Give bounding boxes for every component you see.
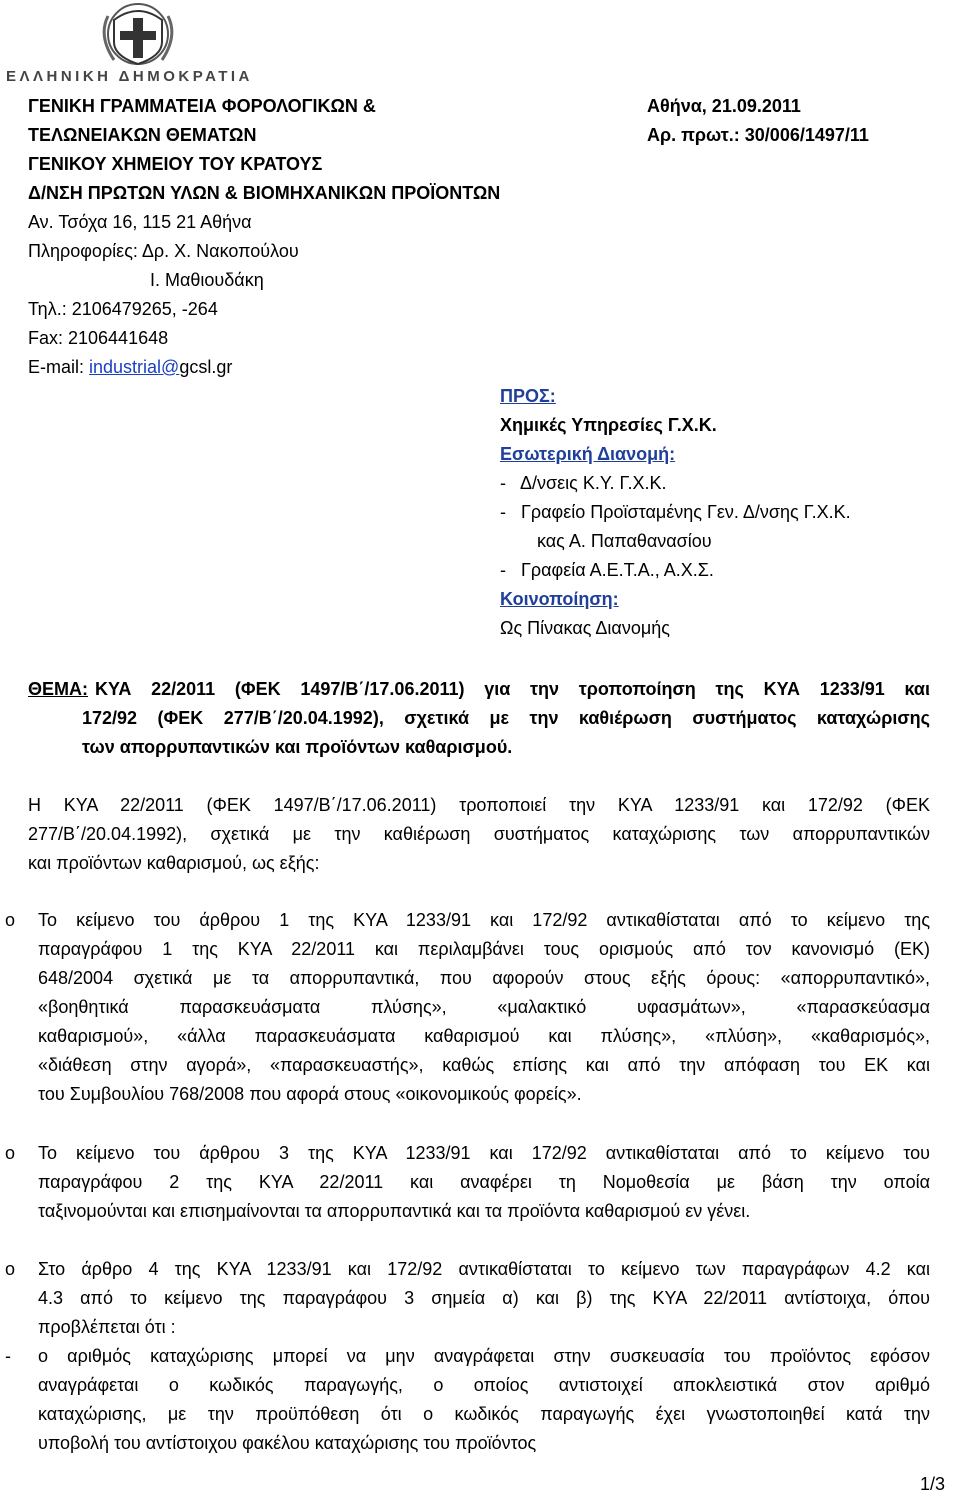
- email-label: E-mail:: [28, 357, 90, 377]
- bullet-marker: o: [5, 910, 16, 930]
- internal-item: - Δ/νσεις Κ.Υ. Γ.Χ.Κ.: [500, 473, 667, 493]
- bullet-line: «βοηθητικά παρασκευάσματα πλύσης», «μαλακτικό υφασμάτων», «παρασκεύασμα: [38, 997, 930, 1017]
- dash-line: υποβολή του αντίστοιχου φακέλου καταχώρισης του προϊόντος: [38, 1433, 537, 1453]
- bullet-paragraph-1: [38, 907, 930, 1108]
- bullet-line: καθαρισμού», «άλλα παρασκευάσματα καθαρισμού και πλύσης», «πλύση», «καθαρισμός»,: [38, 1026, 930, 1046]
- bullet-line: Στο άρθρο 4 της ΚΥΑ 1233/91 και 172/92 αντικαθίσταται το κείμενο των παραγράφων 4.2 και: [38, 1259, 930, 1279]
- subject-label: ΘΕΜΑ:: [28, 679, 88, 699]
- phone: Τηλ.: 2106479265, -264: [28, 299, 218, 319]
- bullet-line: ταξινομούνται και επισημαίνονται τα απορρυπαντικά και τα προϊόντα καθαρισμού εν γένει.: [38, 1201, 751, 1221]
- bullet-marker: o: [5, 1143, 16, 1163]
- email-domain: gcsl.gr: [179, 357, 233, 377]
- intro-line: Η ΚΥΑ 22/2011 (ΦΕΚ 1497/Β΄/17.06.2011) τροποποιεί την ΚΥΑ 1233/91 και 172/92 (ΦΕΚ: [28, 795, 930, 815]
- internal-item: κας Α. Παπαθανασίου: [537, 531, 712, 551]
- to-label: ΠΡΟΣ:: [500, 386, 556, 406]
- emblem-caption: ΕΛΛΗΝΙΚΗ ΔΗΜΟΚΡΑΤΙΑ: [6, 68, 253, 85]
- bullet-line: 648/2004 σχετικά με τα απορρυπαντικά, που αφορούν στους εξής όρους: «απορρυπαντικό»,: [38, 968, 930, 988]
- subject-text: [95, 676, 930, 703]
- dash-paragraph: [38, 1343, 930, 1457]
- bullet-line: 4.3 από το κείμενο της παραγράφου 3 σημεία α) και β) της ΚΥΑ 22/2011 αντίστοιχα, όπου: [38, 1288, 930, 1308]
- bullet-line: προβλέπεται ότι :: [38, 1317, 176, 1337]
- subject-line: 172/92 (ΦΕΚ 277/Β΄/20.04.1992), σχετικά με την καθιέρωση συστήματος καταχώρισης: [82, 708, 930, 728]
- bullet-line: Το κείμενο του άρθρου 3 της ΚΥΑ 1233/91 και 172/92 αντικαθίσταται από το κείμενο του: [38, 1143, 930, 1163]
- protocol-number: Αρ. πρωτ.: 30/006/1497/11: [647, 125, 869, 145]
- bullet-line: «διάθεση στην αγορά», «παρασκευαστής», καθώς επίσης και από την απόφαση του ΕΚ και: [38, 1055, 930, 1075]
- bullet-paragraph-3: [38, 1256, 930, 1341]
- info-contact: Πληροφορίες: Δρ. Χ. Νακοπούλου: [28, 241, 299, 261]
- dash-line: ο αριθμός καταχώρισης μπορεί να μην αναγράφεται στην συσκευασία του προϊόντος εφόσον: [38, 1346, 930, 1366]
- bullet-line: παραγράφου 1 της ΚΥΑ 22/2011 και περιλαμβάνει τους ορισμούς από τον κανονισμό (ΕΚ): [38, 939, 930, 959]
- state-emblem: [0, 0, 260, 90]
- bullet-line: του Συμβουλίου 768/2008 που αφορά στους «οικονομικούς φορείς».: [38, 1084, 582, 1104]
- email-line: [28, 354, 232, 381]
- dash-line: καταχώρισης, με την προϋπόθεση ότι ο κωδικός παραγωγής έχει γνωστοποιηθεί κατά την: [38, 1404, 930, 1424]
- subject-line: των απορρυπαντικών και προϊόντων καθαρισμού.: [82, 737, 513, 757]
- authority-line: ΤΕΛΩΝΕΙΑΚΩΝ ΘΕΜΑΤΩΝ: [28, 125, 257, 145]
- email-link[interactable]: industrial@: [89, 357, 180, 377]
- document-date: Αθήνα, 21.09.2011: [647, 96, 801, 116]
- cc-value: Ως Πίνακας Διανομής: [500, 618, 670, 638]
- bullet-line: παραγράφου 2 της ΚΥΑ 22/2011 και αναφέρει τη Νομοθεσία με βάση την οποία: [38, 1172, 930, 1192]
- fax: Fax: 2106441648: [28, 328, 169, 348]
- cc-label: Κοινοποίηση:: [500, 589, 619, 609]
- internal-item: - Γραφεία Α.Ε.Τ.Α., Α.Χ.Σ.: [500, 560, 714, 580]
- page-number: 1/3: [920, 1474, 946, 1494]
- internal-item: - Γραφείο Προϊσταμένης Γεν. Δ/νσης Γ.Χ.Κ.: [500, 502, 851, 522]
- internal-distribution-label: Εσωτερική Διανομή:: [500, 444, 676, 464]
- info-contact-second: Ι. Μαθιουδάκη: [150, 270, 264, 290]
- authority-line: Δ/ΝΣΗ ΠΡΩΤΩΝ ΥΛΩΝ & ΒΙΟΜΗΧΑΝΙΚΩΝ ΠΡΟΪΟΝΤΩΝ: [28, 183, 501, 203]
- intro-paragraph: [28, 792, 930, 877]
- subject-line: ΚΥΑ 22/2011 (ΦΕΚ 1497/Β΄/17.06.2011) για την τροποποίηση της ΚΥΑ 1233/91 και: [95, 679, 930, 699]
- subject-text-cont: [82, 705, 930, 761]
- address: Αν. Τσόχα 16, 115 21 Αθήνα: [28, 212, 252, 232]
- bullet-paragraph-2: [38, 1140, 930, 1225]
- intro-line: και προϊόντων καθαρισμού, ως εξής:: [28, 853, 320, 873]
- to-value: Χημικές Υπηρεσίες Γ.Χ.Κ.: [500, 415, 717, 435]
- intro-line: 277/Β΄/20.04.1992), σχετικά με την καθιέρωση συστήματος καταχώρισης των απορρυπαντικών: [28, 824, 930, 844]
- authority-line: ΓΕΝΙΚΟΥ ΧΗΜΕΙΟΥ ΤΟΥ ΚΡΑΤΟΥΣ: [28, 154, 323, 174]
- dash-line: αναγράφεται ο κωδικός παραγωγής, ο οποίος αντιστοιχεί αποκλειστικά στον αριθμό: [38, 1375, 930, 1395]
- authority-line: ΓΕΝΙΚΗ ΓΡΑΜΜΑΤΕΙΑ ΦΟΡΟΛΟΓΙΚΩΝ &: [28, 96, 376, 116]
- bullet-marker: o: [5, 1259, 16, 1279]
- bullet-line: Το κείμενο του άρθρου 1 της ΚΥΑ 1233/91 και 172/92 αντικαθίσταται από το κείμενο της: [38, 910, 930, 930]
- dash-marker: -: [5, 1346, 11, 1366]
